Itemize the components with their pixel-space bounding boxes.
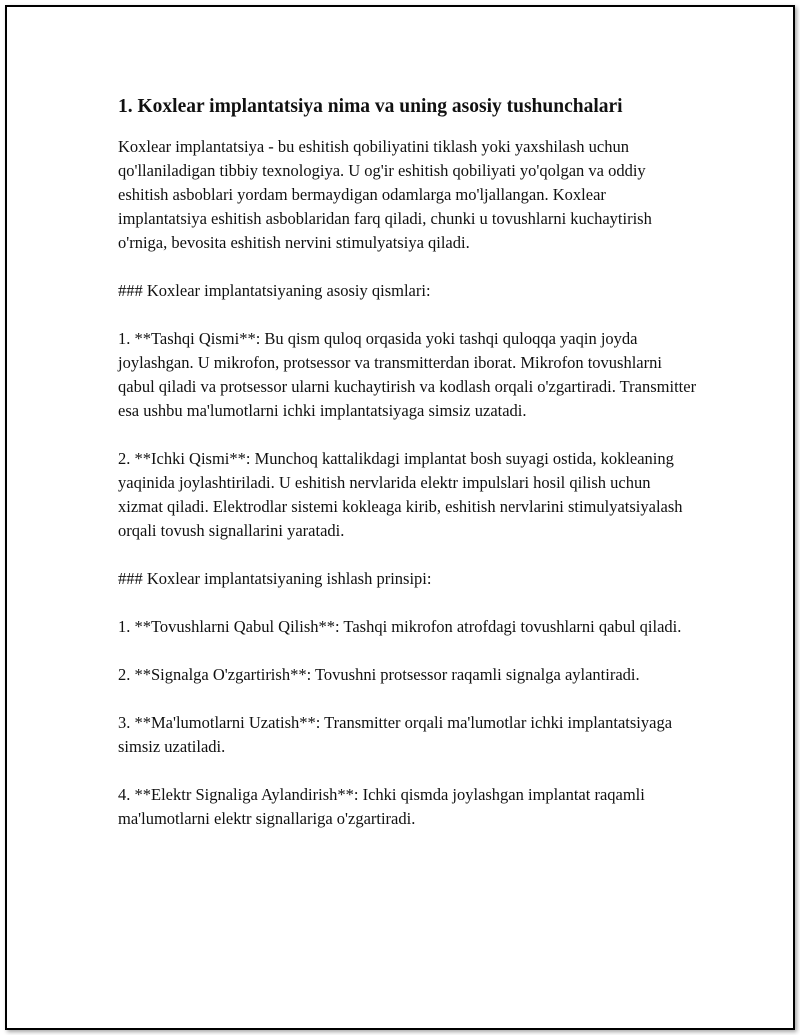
principle-item-receive: 1. **Tovushlarni Qabul Qilish**: Tashqi mikrofon atrofdagi tovushlarni qabul qiladi.	[118, 617, 682, 636]
document-title: 1. Koxlear implantatsiya nima va uning asosiy tushunchalari	[118, 96, 623, 117]
section-heading-principle: ### Koxlear implantatsiyaning ishlash prinsipi:	[118, 569, 432, 588]
document-content	[118, 95, 698, 855]
section-heading-parts: ### Koxlear implantatsiyaning asosiy qismlari:	[118, 281, 431, 300]
principle-item-electric: 4. **Elektr Signaliga Aylandirish**: Ichki qismda joylashgan implantat raqamli ma'lumotlarni elektr signallariga o'zgartiradi.	[118, 785, 645, 828]
parts-item-external: 1. **Tashqi Qismi**: Bu qism quloq orqasida yoki tashqi quloqqa yaqin joyda joylashgan. U mikrofon, protsessor va transmitterdan iborat. Mikrofon tovushlarni qabul qiladi va protsessor ularni kuchaytirish va kodlash orqali o'zgartiradi. Transmitter esa ushbu ma'lumotlarni ichki implantatsiyaga simsiz uzatadi.	[118, 329, 697, 420]
principle-item-transmit: 3. **Ma'lumotlarni Uzatish**: Transmitter orqali ma'lumotlar ichki implantatsiyaga simsiz uzatiladi.	[118, 713, 673, 756]
intro-paragraph: Koxlear implantatsiya - bu eshitish qobiliyatini tiklash yoki yaxshilash uchun qo'llaniladigan tibbiy texnologiya. U og'ir eshitish qobiliyati yo'qolgan va oddiy eshitish asboblari yordam bermaydigan odamlarga mo'ljallangan. Koxlear implantatsiya eshitish asboblaridan farq qiladi, chunki u tovushlarni kuchaytirish o'rniga, bevosita eshitish nervini stimulyatsiya qiladi.	[118, 137, 652, 252]
principle-item-convert: 2. **Signalga O'zgartirish**: Tovushni protsessor raqamli signalga aylantiradi.	[118, 665, 640, 684]
parts-item-internal: 2. **Ichki Qismi**: Munchoq kattalikdagi implantat bosh suyagi ostida, kokleaning yaqinida joylashtiriladi. U eshitish nervlarida elektr impulslari hosil qilish uchun xizmat qiladi. Elektrodlar sistemi kokleaga kirib, eshitish nervlarini stimulyatsiyalash orqali tovush signallarini yaratadi.	[118, 449, 683, 540]
